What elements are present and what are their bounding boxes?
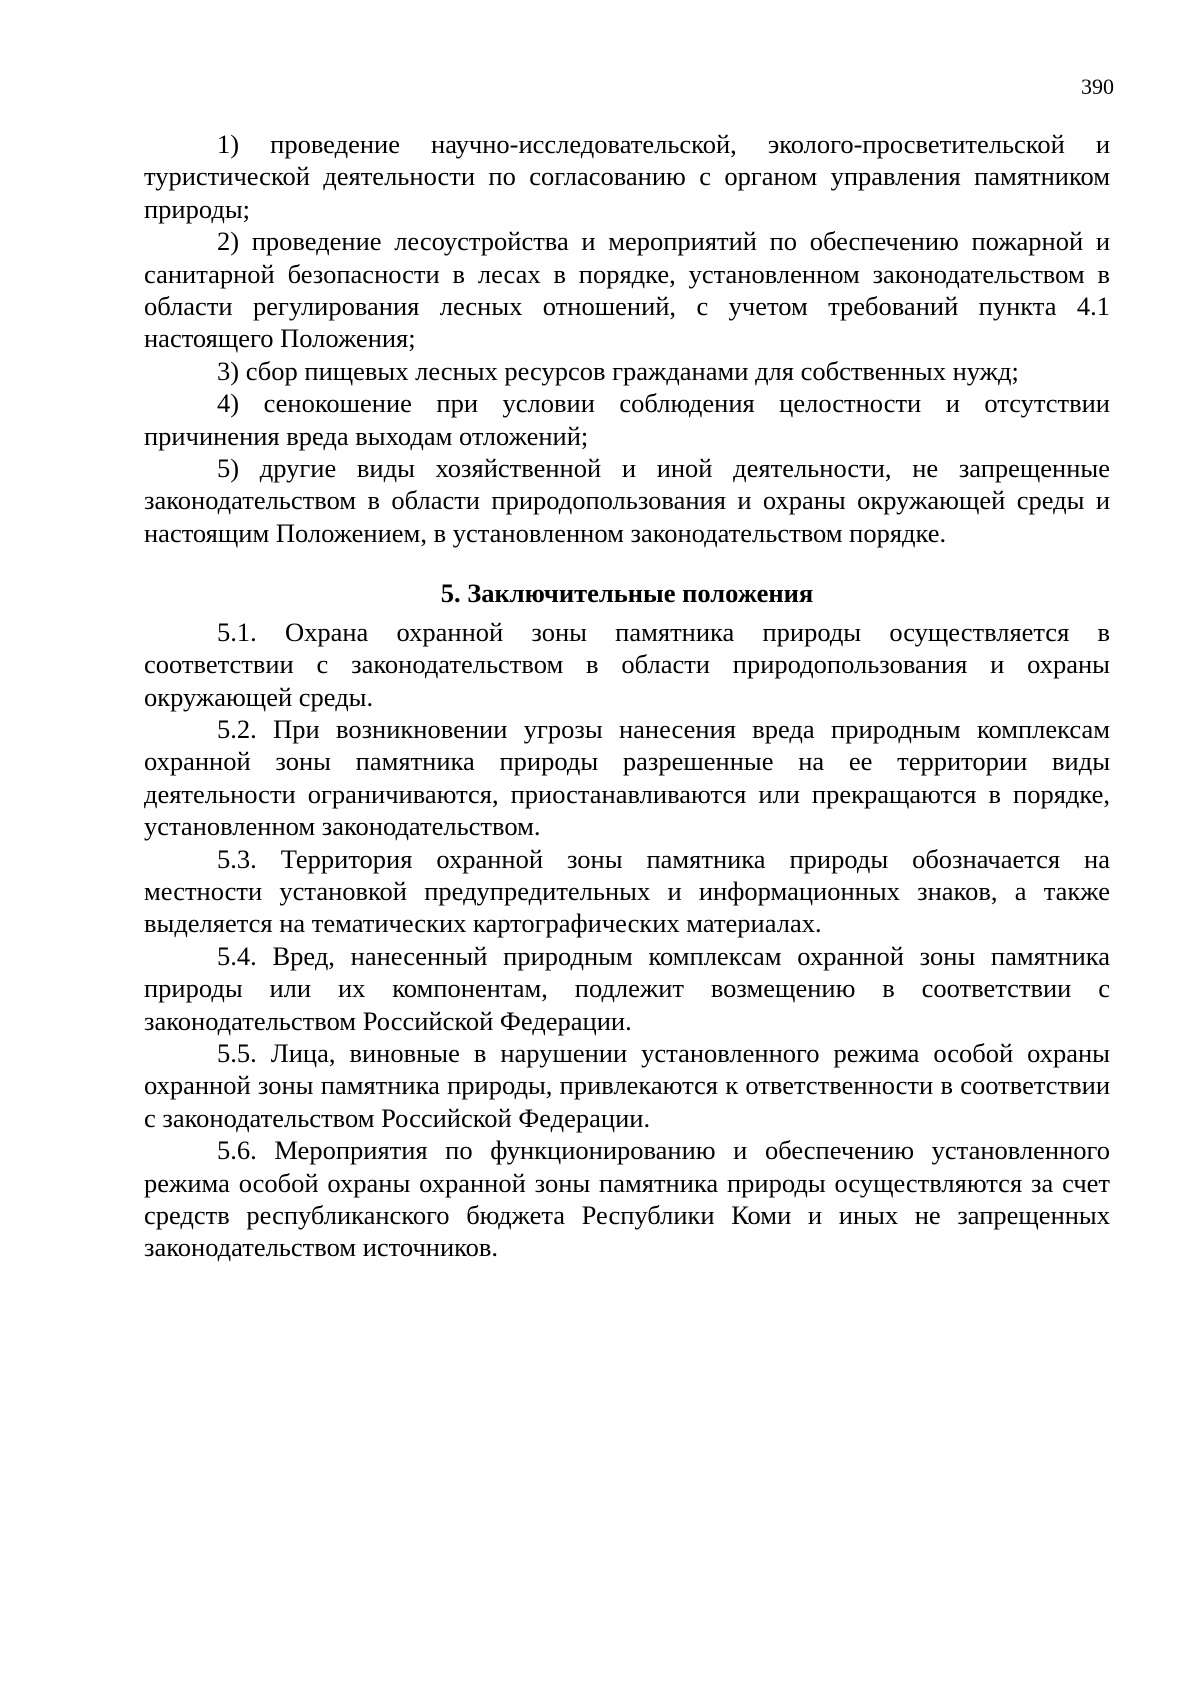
paragraph: 5.4. Вред, нанесенный природным комплексам охранной зоны памятника природы или их компонентам, подлежит возмещению в соответствии с законодательством Российской Федерации. [144,940,1110,1036]
paragraph: 5.5. Лица, виновные в нарушении установленного режима особой охраны охранной зоны памятника природы, привлекаются к ответственности в соответствии с законодательством Российской Федерации. [144,1037,1110,1133]
list-item: 3) сбор пищевых лесных ресурсов гражданами для собственных нужд; [217,355,1019,386]
document-body [144,128,1110,1264]
paragraph: 5.6. Мероприятия по функционированию и обеспечению установленного режима особой охраны охранной зоны памятника природы осуществляются за счет средств республиканского бюджета Республики Коми и иных не запрещенных законодательством источников. [144,1135,1110,1263]
list-item: 5) другие виды хозяйственной и иной деятельности, не запрещенные законодательством в области природопользования и охраны окружающей среды и настоящим Положением, в установленном законодательством порядке. [144,453,1110,548]
paragraph: 5.2. При возникновении угрозы нанесения вреда природным комплексам охранной зоны памятника природы разрешенные на ее территории виды деятельности ограничиваются, приостанавливаются или прекращаются в порядке, установленном законодательством. [144,713,1110,842]
list-item: 4) сенокошение при условии соблюдения целостности и отсутствии причинения вреда выходам отложений; [144,388,1110,451]
paragraph: 5.1. Охрана охранной зоны памятника природы осуществляется в соответствии с законодательством в области природопользования и охраны окружающей среды. [144,616,1110,712]
section-heading: 5. Заключительные положения [440,578,814,609]
paragraph: 5.3. Территория охранной зоны памятника природы обозначается на местности установкой предупредительных и информационных знаков, а также выделяется на тематических картографических материалах. [144,843,1110,939]
list-item: 2) проведение лесоустройства и мероприятий по обеспечению пожарной и санитарной безопасности в лесах в порядке, установленном законодательством в области регулирования лесных отношений, с учетом требований пункта 4.1 настоящего Положения; [144,226,1110,354]
list-item: 1) проведение научно-исследовательской, эколого-просветительской и туристической деятельности по согласованию с органом управления памятником природы; [144,129,1110,224]
page-number: 390 [1081,74,1114,99]
